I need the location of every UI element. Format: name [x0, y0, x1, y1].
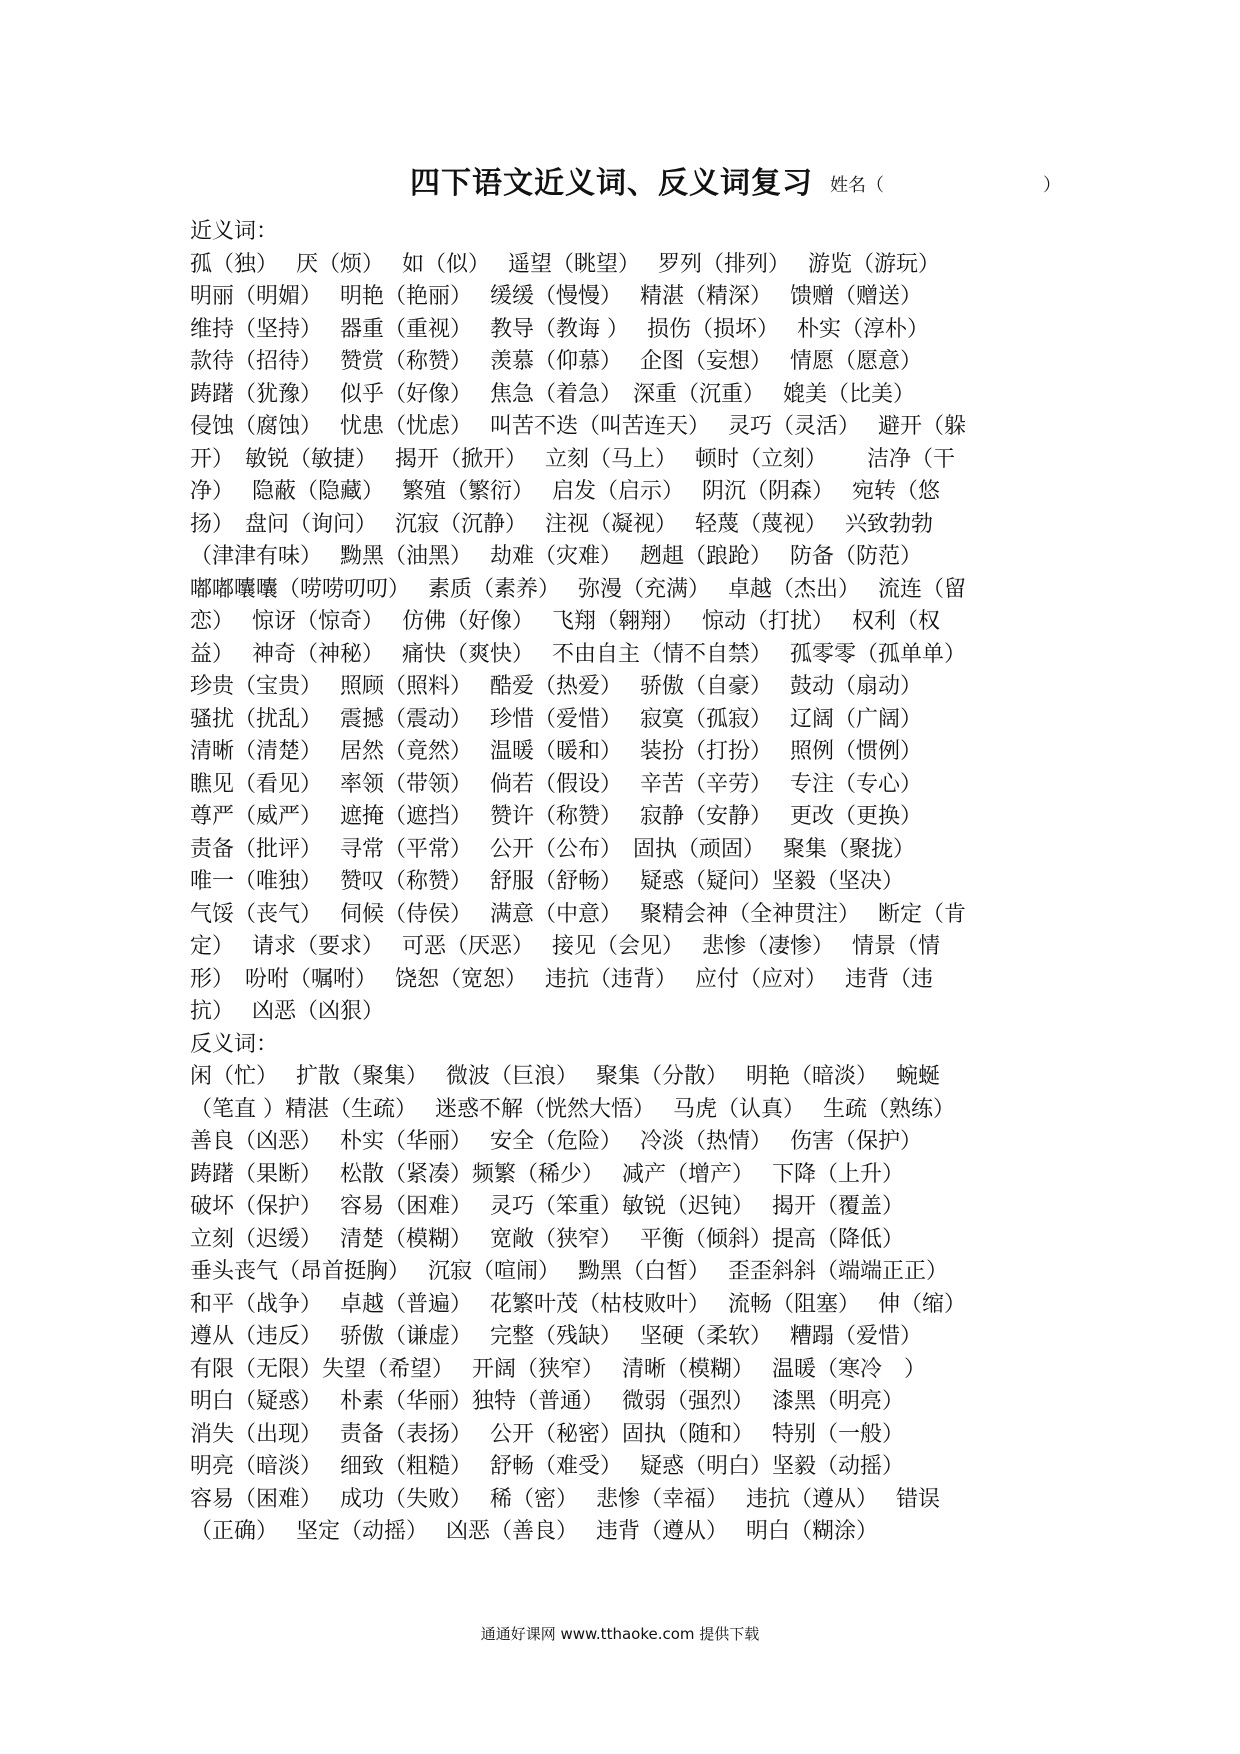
- synonyms-line: 踌躇（犹豫） 似乎（好像） 焦急（着急） 深重（沉重） 媲美（比美）: [190, 381, 915, 407]
- synonyms-list: [190, 249, 1060, 1029]
- synonyms-heading: 近义词：: [190, 219, 279, 244]
- antonyms-line: 善良（凶恶） 朴实（华丽） 安全（危险） 冷淡（热情） 伤害（保护）: [190, 1129, 922, 1154]
- name-field-label: 姓名（: [830, 175, 884, 196]
- synonyms-line: 唯一（唯独） 赞叹（称赞） 舒服（舒畅） 疑惑（疑问）坚毅（坚决）: [190, 869, 904, 894]
- antonyms-line: 消失（出现） 责备（表扬） 公开（秘密）固执（随和） 特别（一般）: [190, 1421, 904, 1447]
- antonyms-line: 破坏（保护） 容易（困难） 灵巧（笨重）敏锐（迟钝） 揭开（覆盖）: [190, 1194, 904, 1219]
- synonyms-line: 恋） 惊讶（惊奇） 仿佛（好像） 飞翔（翱翔） 惊动（打扰） 权利（权: [190, 609, 940, 634]
- antonyms-line: 有限（无限）失望（希望） 开阔（狭窄） 清晰（模糊） 温暖（寒冷 ）: [190, 1356, 926, 1382]
- synonyms-line: 尊严（威严） 遮掩（遮挡） 赞许（称赞） 寂静（安静） 更改（更换）: [190, 804, 922, 829]
- antonyms-list: [190, 1061, 1060, 1549]
- antonyms-line: 闲（忙） 扩散（聚集） 微波（巨浪） 聚集（分散） 明艳（暗淡） 蜿蜒: [190, 1064, 940, 1089]
- synonyms-line: 明丽（明媚） 明艳（艳丽） 缓缓（慢慢） 精湛（精深） 馈赠（赠送）: [190, 284, 922, 309]
- synonyms-line: 责备（批评） 寻常（平常） 公开（公布） 固执（顽固） 聚集（聚拢）: [190, 836, 915, 862]
- document-body: [190, 216, 1060, 1549]
- synonyms-line: 扬） 盘问（询问） 沉寂（沉静） 注视（凝视） 轻蔑（蔑视） 兴致勃勃: [190, 511, 933, 537]
- synonyms-line: 骚扰（扰乱） 震撼（震动） 珍惜（爱惜） 寂寞（孤寂） 辽阔（广阔）: [190, 706, 922, 732]
- synonyms-line: 嘟嘟囔囔（唠唠叨叨） 素质（素养） 弥漫（充满） 卓越（杰出） 流连（留: [190, 576, 966, 602]
- synonyms-line: 益） 神奇（神秘） 痛快（爽快） 不由自主（情不自禁） 孤零零（孤单单）: [190, 641, 966, 667]
- antonyms-line: （正确） 坚定（动摇） 凶恶（善良） 违背（遵从） 明白（糊涂）: [190, 1519, 878, 1544]
- antonyms-line: 垂头丧气（昂首挺胸） 沉寂（喧闹） 黝黑（白皙） 歪歪斜斜（端端正正）: [190, 1259, 948, 1284]
- antonyms-line: 容易（困难） 成功（失败） 稀（密） 悲惨（幸福） 违抗（遵从） 错误: [190, 1486, 940, 1512]
- synonyms-line: 定） 请求（要求） 可恶（厌恶） 接见（会见） 悲惨（凄惨） 情景（情: [190, 934, 940, 959]
- page-title: 四下语文近义词、反义词复习: [410, 166, 813, 201]
- synonyms-line: 开） 敏锐（敏捷） 揭开（掀开） 立刻（马上） 顿时（立刻） 洁净（干: [190, 446, 955, 472]
- synonyms-line: 气馁（丧气） 伺候（侍侯） 满意（中意） 聚精会神（全神贯注） 断定（肯: [190, 901, 966, 927]
- synonyms-line: 维持（坚持） 器重（重视） 教导（教诲 ） 损伤（损坏） 朴实（淳朴）: [190, 316, 929, 342]
- antonyms-line: 明白（疑惑） 朴素（华丽）独特（普通） 微弱（强烈） 漆黑（明亮）: [190, 1389, 904, 1414]
- antonyms-line: 踌躇（果断） 松散（紧凑）频繁（稀少） 减产（增产） 下降（上升）: [190, 1161, 904, 1187]
- synonyms-line: 珍贵（宝贵） 照顾（照料） 酷爱（热爱） 骄傲（自豪） 鼓动（扇动）: [190, 674, 922, 699]
- synonyms-line: 净） 隐蔽（隐藏） 繁殖（繁衍） 启发（启示） 阴沉（阴森） 宛转（悠: [190, 479, 940, 504]
- synonyms-line: 抗） 凶恶（凶狠）: [190, 999, 384, 1024]
- synonyms-line: 款待（招待） 赞赏（称赞） 羡慕（仰慕） 企图（妄想） 情愿（愿意）: [190, 349, 922, 374]
- antonyms-line: （笔直 ）精湛（生疏） 迷惑不解（恍然大悟） 马虎（认真） 生疏（熟练）: [190, 1096, 955, 1122]
- title-row: [0, 164, 1240, 208]
- synonyms-line: 瞧见（看见） 率领（带领） 倘若（假设） 辛苦（辛劳） 专注（专心）: [190, 771, 922, 797]
- antonyms-heading: 反义词：: [190, 1031, 279, 1057]
- synonyms-line: 形） 吩咐（嘱咐） 饶恕（宽恕） 违抗（违背） 应付（应对） 违背（违: [190, 966, 933, 992]
- footer-credit: 通通好课网 www.tthaoke.com 提供下载: [480, 1625, 760, 1643]
- synonyms-line: 清晰（清楚） 居然（竟然） 温暖（暖和） 装扮（打扮） 照例（惯例）: [190, 739, 922, 764]
- synonyms-line: 侵蚀（腐蚀） 忧患（忧虑） 叫苦不迭（叫苦连天） 灵巧（灵活） 避开（躲: [190, 414, 966, 439]
- antonyms-line: 明亮（暗淡） 细致（粗糙） 舒畅（难受） 疑惑（明白）坚毅（动摇）: [190, 1454, 904, 1479]
- antonyms-line: 和平（战争） 卓越（普遍） 花繁叶茂（枯枝败叶） 流畅（阻塞） 伸（缩）: [190, 1291, 966, 1317]
- antonyms-line: 遵从（违反） 骄傲（谦虚） 完整（残缺） 坚硬（柔软） 糟蹋（爱惜）: [190, 1324, 922, 1349]
- synonyms-line: （津津有味） 黝黑（油黑） 劫难（灾难） 趔趄（踉跄） 防备（防范）: [190, 544, 922, 569]
- name-field-close-paren: ）: [1043, 175, 1061, 196]
- antonyms-line: 立刻（迟缓） 清楚（模糊） 宽敞（狭窄） 平衡（倾斜）提高（降低）: [190, 1226, 904, 1252]
- synonyms-line: 孤（独） 厌（烦） 如（似） 遥望（眺望） 罗列（排列） 游览（游玩）: [190, 251, 940, 277]
